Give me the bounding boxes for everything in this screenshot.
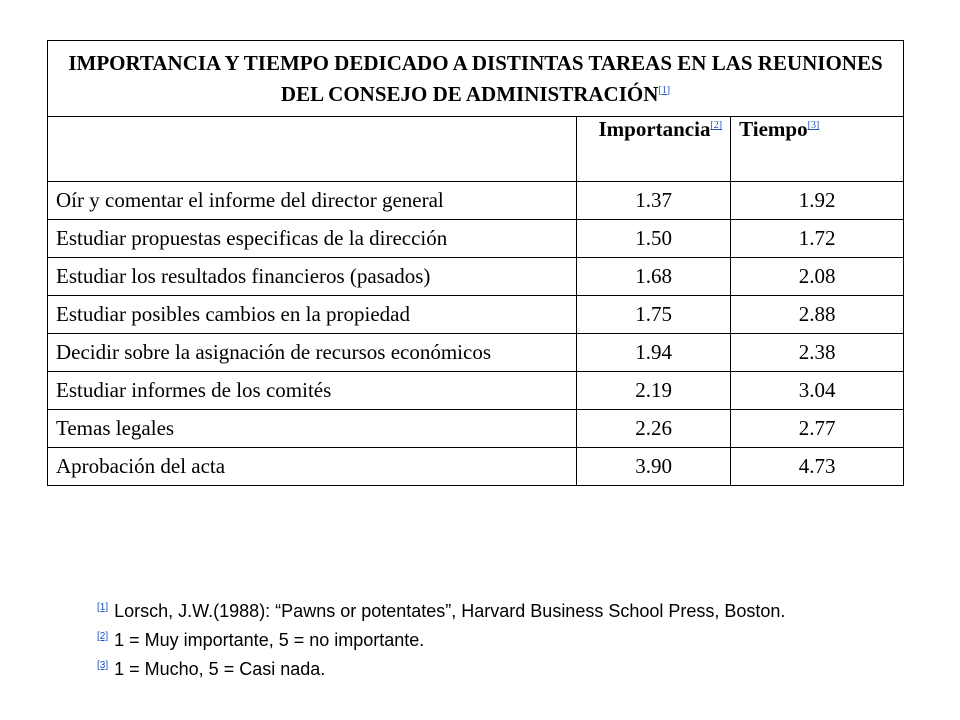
footnotes: [97, 595, 785, 682]
row-task-label: Estudiar los resultados financieros (pasados): [48, 258, 577, 296]
table-row: [48, 258, 904, 296]
row-tiempo-value: 2.38: [731, 334, 904, 372]
table-row: [48, 220, 904, 258]
footnote-3-text: 1 = Mucho, 5 = Casi nada.: [114, 659, 326, 679]
table-title-cell: [48, 41, 904, 117]
row-task-label: Estudiar posibles cambios en la propiedad: [48, 296, 577, 334]
row-importancia-value: 1.50: [577, 220, 731, 258]
row-tiempo-value: 2.88: [731, 296, 904, 334]
row-importancia-value: 1.68: [577, 258, 731, 296]
row-task-label: Estudiar propuestas especificas de la dirección: [48, 220, 577, 258]
tiempo-footnote-ref[interactable]: [808, 120, 820, 131]
footnote-1-link[interactable]: [1]: [97, 602, 109, 613]
table-row: [48, 410, 904, 448]
row-importancia-value: 2.19: [577, 372, 731, 410]
row-task-label: Temas legales: [48, 410, 577, 448]
row-task-label: Oír y comentar el informe del director general: [48, 182, 577, 220]
row-tiempo-value: 2.77: [731, 410, 904, 448]
importancia-footnote-ref[interactable]: [710, 120, 722, 131]
row-tiempo-value: 4.73: [731, 448, 904, 486]
header-importancia-label: Importancia: [598, 117, 711, 141]
footnote-2-ref[interactable]: [97, 631, 108, 642]
header-importancia: [577, 117, 731, 182]
table-row: [48, 334, 904, 372]
row-tiempo-value: 2.08: [731, 258, 904, 296]
table-row: [48, 372, 904, 410]
table-header-row: [48, 117, 904, 182]
header-tiempo: [731, 117, 904, 182]
tasks-table: [47, 40, 904, 486]
header-empty-cell: [48, 117, 577, 182]
footnote-2: [97, 624, 785, 653]
footnote-3-link[interactable]: [3]: [97, 660, 109, 671]
table-row: [48, 182, 904, 220]
header-tiempo-label: Tiempo: [739, 117, 808, 141]
table-row: [48, 448, 904, 486]
footnote-2-text: 1 = Muy importante, 5 = no importante.: [114, 630, 425, 650]
row-importancia-value: 1.75: [577, 296, 731, 334]
footnote-3: [97, 653, 785, 682]
footnote-2-link[interactable]: [2]: [97, 631, 109, 642]
table-title: IMPORTANCIA Y TIEMPO DEDICADO A DISTINTAS TAREAS EN LAS REUNIONES DEL CONSEJO DE ADMINISTRACIÓN: [68, 50, 883, 106]
row-importancia-value: 2.26: [577, 410, 731, 448]
row-tiempo-value: 3.04: [731, 372, 904, 410]
row-importancia-value: 1.94: [577, 334, 731, 372]
title-footnote-link[interactable]: [1]: [658, 84, 671, 96]
footnote-1-text: Lorsch, J.W.(1988): “Pawns or potentates”, Harvard Business School Press, Boston.: [114, 601, 786, 621]
table-row: [48, 296, 904, 334]
importancia-footnote-link[interactable]: [2]: [710, 120, 723, 131]
footnote-1: [97, 595, 785, 624]
row-task-label: Aprobación del acta: [48, 448, 577, 486]
title-footnote-ref[interactable]: [658, 85, 670, 96]
row-task-label: Estudiar informes de los comités: [48, 372, 577, 410]
row-tiempo-value: 1.92: [731, 182, 904, 220]
row-importancia-value: 3.90: [577, 448, 731, 486]
row-task-label: Decidir sobre la asignación de recursos económicos: [48, 334, 577, 372]
table-title-row: [48, 41, 904, 117]
tiempo-footnote-link[interactable]: [3]: [807, 120, 820, 131]
row-tiempo-value: 1.72: [731, 220, 904, 258]
footnote-3-ref[interactable]: [97, 660, 108, 671]
footnote-1-ref[interactable]: [97, 602, 108, 613]
row-importancia-value: 1.37: [577, 182, 731, 220]
